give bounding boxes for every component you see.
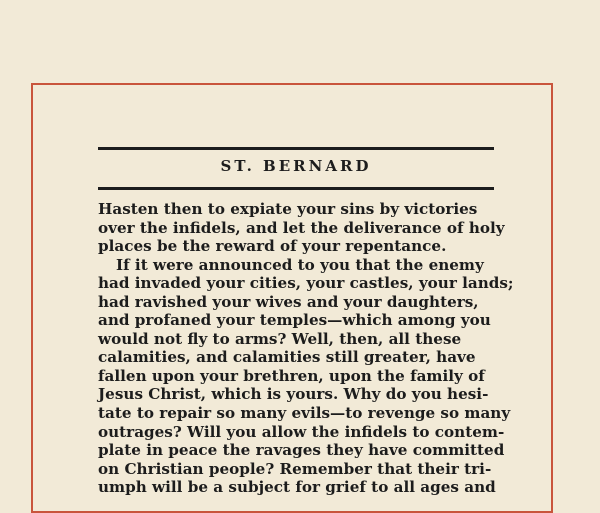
text-line: Jesus Christ, which is yours. Why do you hesi-: [98, 385, 489, 404]
text-line: would not fly to arms? Well, then, all these: [98, 329, 462, 348]
text-line: had invaded your cities, your castles, your lands;: [98, 274, 514, 293]
text-line: If it were announced to you that the enemy: [116, 255, 484, 274]
running-heading: ST. BERNARD: [220, 157, 372, 175]
text-line: fallen upon your brethren, upon the family of: [98, 366, 485, 385]
text-line: places be the reward of your repentance.: [98, 237, 447, 256]
text-line: plate in peace the ravages they have committed: [98, 441, 505, 460]
heading-top-rule: [98, 147, 494, 150]
heading-bottom-rule: [98, 187, 494, 190]
text-line: had ravished your wives and your daughters,: [98, 292, 479, 311]
body-text: [98, 200, 514, 497]
text-line: tate to repair so many evils—to revenge so many: [98, 404, 511, 423]
text-line: over the infidels, and let the deliverance of holy: [98, 218, 505, 237]
text-line: outrages? Will you allow the infidels to contem-: [98, 422, 505, 441]
text-line: calamities, and calamities still greater, have: [98, 348, 476, 367]
text-line: umph will be a subject for grief to all ages and: [98, 478, 496, 497]
text-line: Hasten then to expiate your sins by victories: [98, 200, 478, 218]
text-line: and profaned your temples—which among you: [98, 311, 491, 330]
text-line: on Christian people? Remember that their tri-: [98, 459, 492, 478]
